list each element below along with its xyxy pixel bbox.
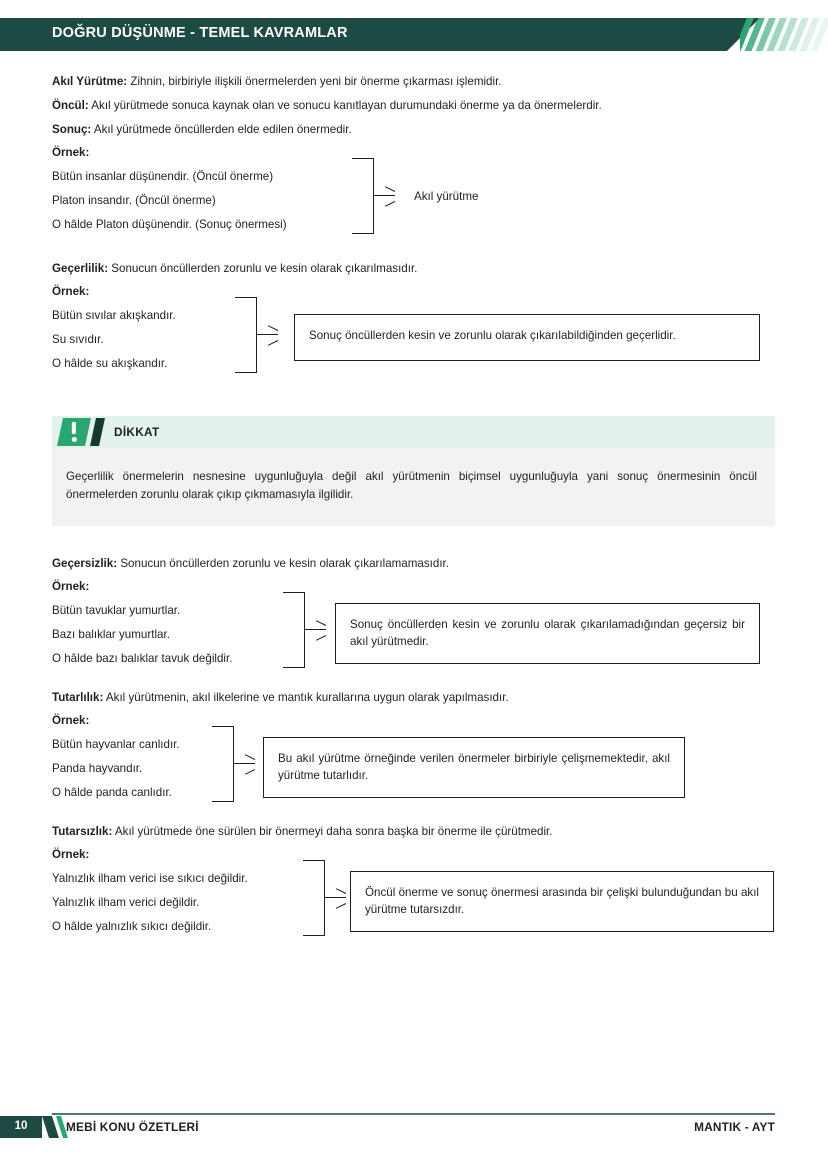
premise-1-1: Bütün insanlar düşünendir. (Öncül önerme) — [52, 170, 274, 183]
header-stripes-decoration — [740, 18, 828, 51]
page-number: 10 — [14, 1120, 28, 1132]
premise-3-3: O hâlde bazı balıklar tavuk değildir. — [52, 652, 233, 665]
term-tutarlilik: Tutarlılık: — [52, 691, 104, 704]
text-gecerlilik: Sonucun öncüllerden zorunlu ve kesin olarak çıkarılmasıdır. — [108, 262, 418, 275]
dikkat-callout — [52, 416, 775, 526]
text-tutarlilik: Akıl yürütmenin, akıl ilkelerine ve mantık kurallarına uygun olarak yapılmasıdır. — [103, 691, 509, 704]
page-footer — [0, 1113, 828, 1149]
brace-5 — [303, 860, 347, 936]
definition-tutarlilik — [52, 690, 509, 706]
exclamation-icon — [57, 418, 91, 446]
definition-oncul — [52, 98, 602, 114]
slash-decoration-icon — [90, 418, 105, 446]
brace-1 — [352, 158, 396, 234]
premise-2-1: Bütün sıvılar akışkandır. — [52, 309, 176, 322]
result-text-tutarlilik: Bu akıl yürütme örneğinde verilen önermeler birbiriyle çelişmemektedir, akıl yürütme tutarlıdır. — [278, 752, 670, 782]
example-label-5: Örnek: — [52, 848, 90, 861]
premise-4-3: O hâlde panda canlıdır. — [52, 786, 172, 799]
term-gecerlilik: Geçerlilik: — [52, 262, 109, 275]
definition-tutarsizlik — [52, 824, 553, 840]
text-gecersizlik: Sonucun öncüllerden zorunlu ve kesin olarak çıkarılamamasıdır. — [117, 557, 449, 570]
term-akil-yurutme: Akıl Yürütme: — [52, 75, 128, 88]
text-akil-yurutme: Zihnin, birbiriyle ilişkili önermelerden yeni bir önerme çıkarması işlemidir. — [127, 75, 502, 88]
brace-4 — [212, 726, 256, 802]
footer-wedge-dark-icon — [42, 1116, 59, 1138]
footer-book-title: MEBİ KONU ÖZETLERİ — [66, 1120, 199, 1134]
dikkat-body — [52, 448, 775, 526]
premise-3-1: Bütün tavuklar yumurtlar. — [52, 604, 181, 617]
result-text-tutarsizlik: Öncül önerme ve sonuç önermesi arasında bir çelişki bulunduğundan bu akıl yürütme tutarsızdır. — [365, 886, 759, 916]
result-box-gecersizlik — [335, 603, 760, 664]
premise-4-2: Panda hayvandır. — [52, 762, 143, 775]
footer-divider — [52, 1113, 775, 1115]
term-gecersizlik: Geçersizlik: — [52, 557, 118, 570]
definition-gecersizlik — [52, 556, 449, 572]
example-label-4: Örnek: — [52, 714, 90, 727]
example-label-1: Örnek: — [52, 146, 90, 159]
dikkat-title: DİKKAT — [114, 425, 160, 439]
result-box-gecerlilik — [294, 314, 760, 361]
definition-akil-yurutme — [52, 74, 502, 90]
definition-gecerlilik — [52, 261, 417, 277]
premise-1-2: Platon insandır. (Öncül önerme) — [52, 194, 216, 207]
page-number-badge — [0, 1116, 42, 1138]
premise-4-1: Bütün hayvanlar canlıdır. — [52, 738, 180, 751]
text-tutarsizlik: Akıl yürütmede öne sürülen bir önermeyi daha sonra başka bir önerme ile çürütmedir. — [112, 825, 553, 838]
premise-5-2: Yalnızlık ilham verici değildir. — [52, 896, 200, 909]
premise-2-2: Su sıvıdır. — [52, 333, 104, 346]
brace-2 — [235, 297, 279, 373]
premise-2-3: O hâlde su akışkandır. — [52, 357, 168, 370]
premise-5-3: O hâlde yalnızlık sıkıcı değildir. — [52, 920, 212, 933]
result-box-tutarlilik — [263, 737, 685, 798]
term-tutarsizlik: Tutarsızlık: — [52, 825, 113, 838]
page-title: DOĞRU DÜŞÜNME - TEMEL KAVRAMLAR — [52, 25, 348, 41]
page-header — [0, 18, 828, 51]
text-oncul: Akıl yürütmede sonuca kaynak olan ve sonucu kanıtlayan durumundaki önerme ya da önermelerdir. — [88, 99, 602, 112]
side-label-akil-yurutme: Akıl yürütme — [414, 190, 479, 203]
definition-sonuc — [52, 122, 352, 138]
footer-subject: MANTIK - AYT — [694, 1120, 775, 1134]
premise-5-1: Yalnızlık ilham verici ise sıkıcı değildir. — [52, 872, 248, 885]
premise-1-3: O hâlde Platon düşünendir. (Sonuç önermesi) — [52, 218, 287, 231]
example-label-3: Örnek: — [52, 580, 90, 593]
result-text-gecersizlik: Sonuç öncüllerden kesin ve zorunlu olarak çıkarılamadığından geçersiz bir akıl yürütmedir. — [350, 618, 745, 648]
dikkat-text: Geçerlilik önermelerin nesnesine uygunluğuyla değil akıl yürütmenin biçimsel uygunluğuyla yani sonuç önermesinin öncül önermelerden zorunlu olarak çıkıp çıkmamasıyla ilgilidir. — [66, 470, 757, 501]
example-label-2: Örnek: — [52, 285, 90, 298]
text-sonuc: Akıl yürütmede öncüllerden elde edilen önermedir. — [91, 123, 352, 136]
result-text-gecerlilik: Sonuç öncüllerden kesin ve zorunlu olarak çıkarılabildiğinden geçerlidir. — [309, 329, 676, 342]
brace-3 — [283, 592, 327, 668]
term-sonuc: Sonuç: — [52, 123, 92, 136]
result-box-tutarsizlik — [350, 871, 774, 932]
term-oncul: Öncül: — [52, 99, 89, 112]
dikkat-header — [52, 416, 775, 448]
premise-3-2: Bazı balıklar yumurtlar. — [52, 628, 170, 641]
